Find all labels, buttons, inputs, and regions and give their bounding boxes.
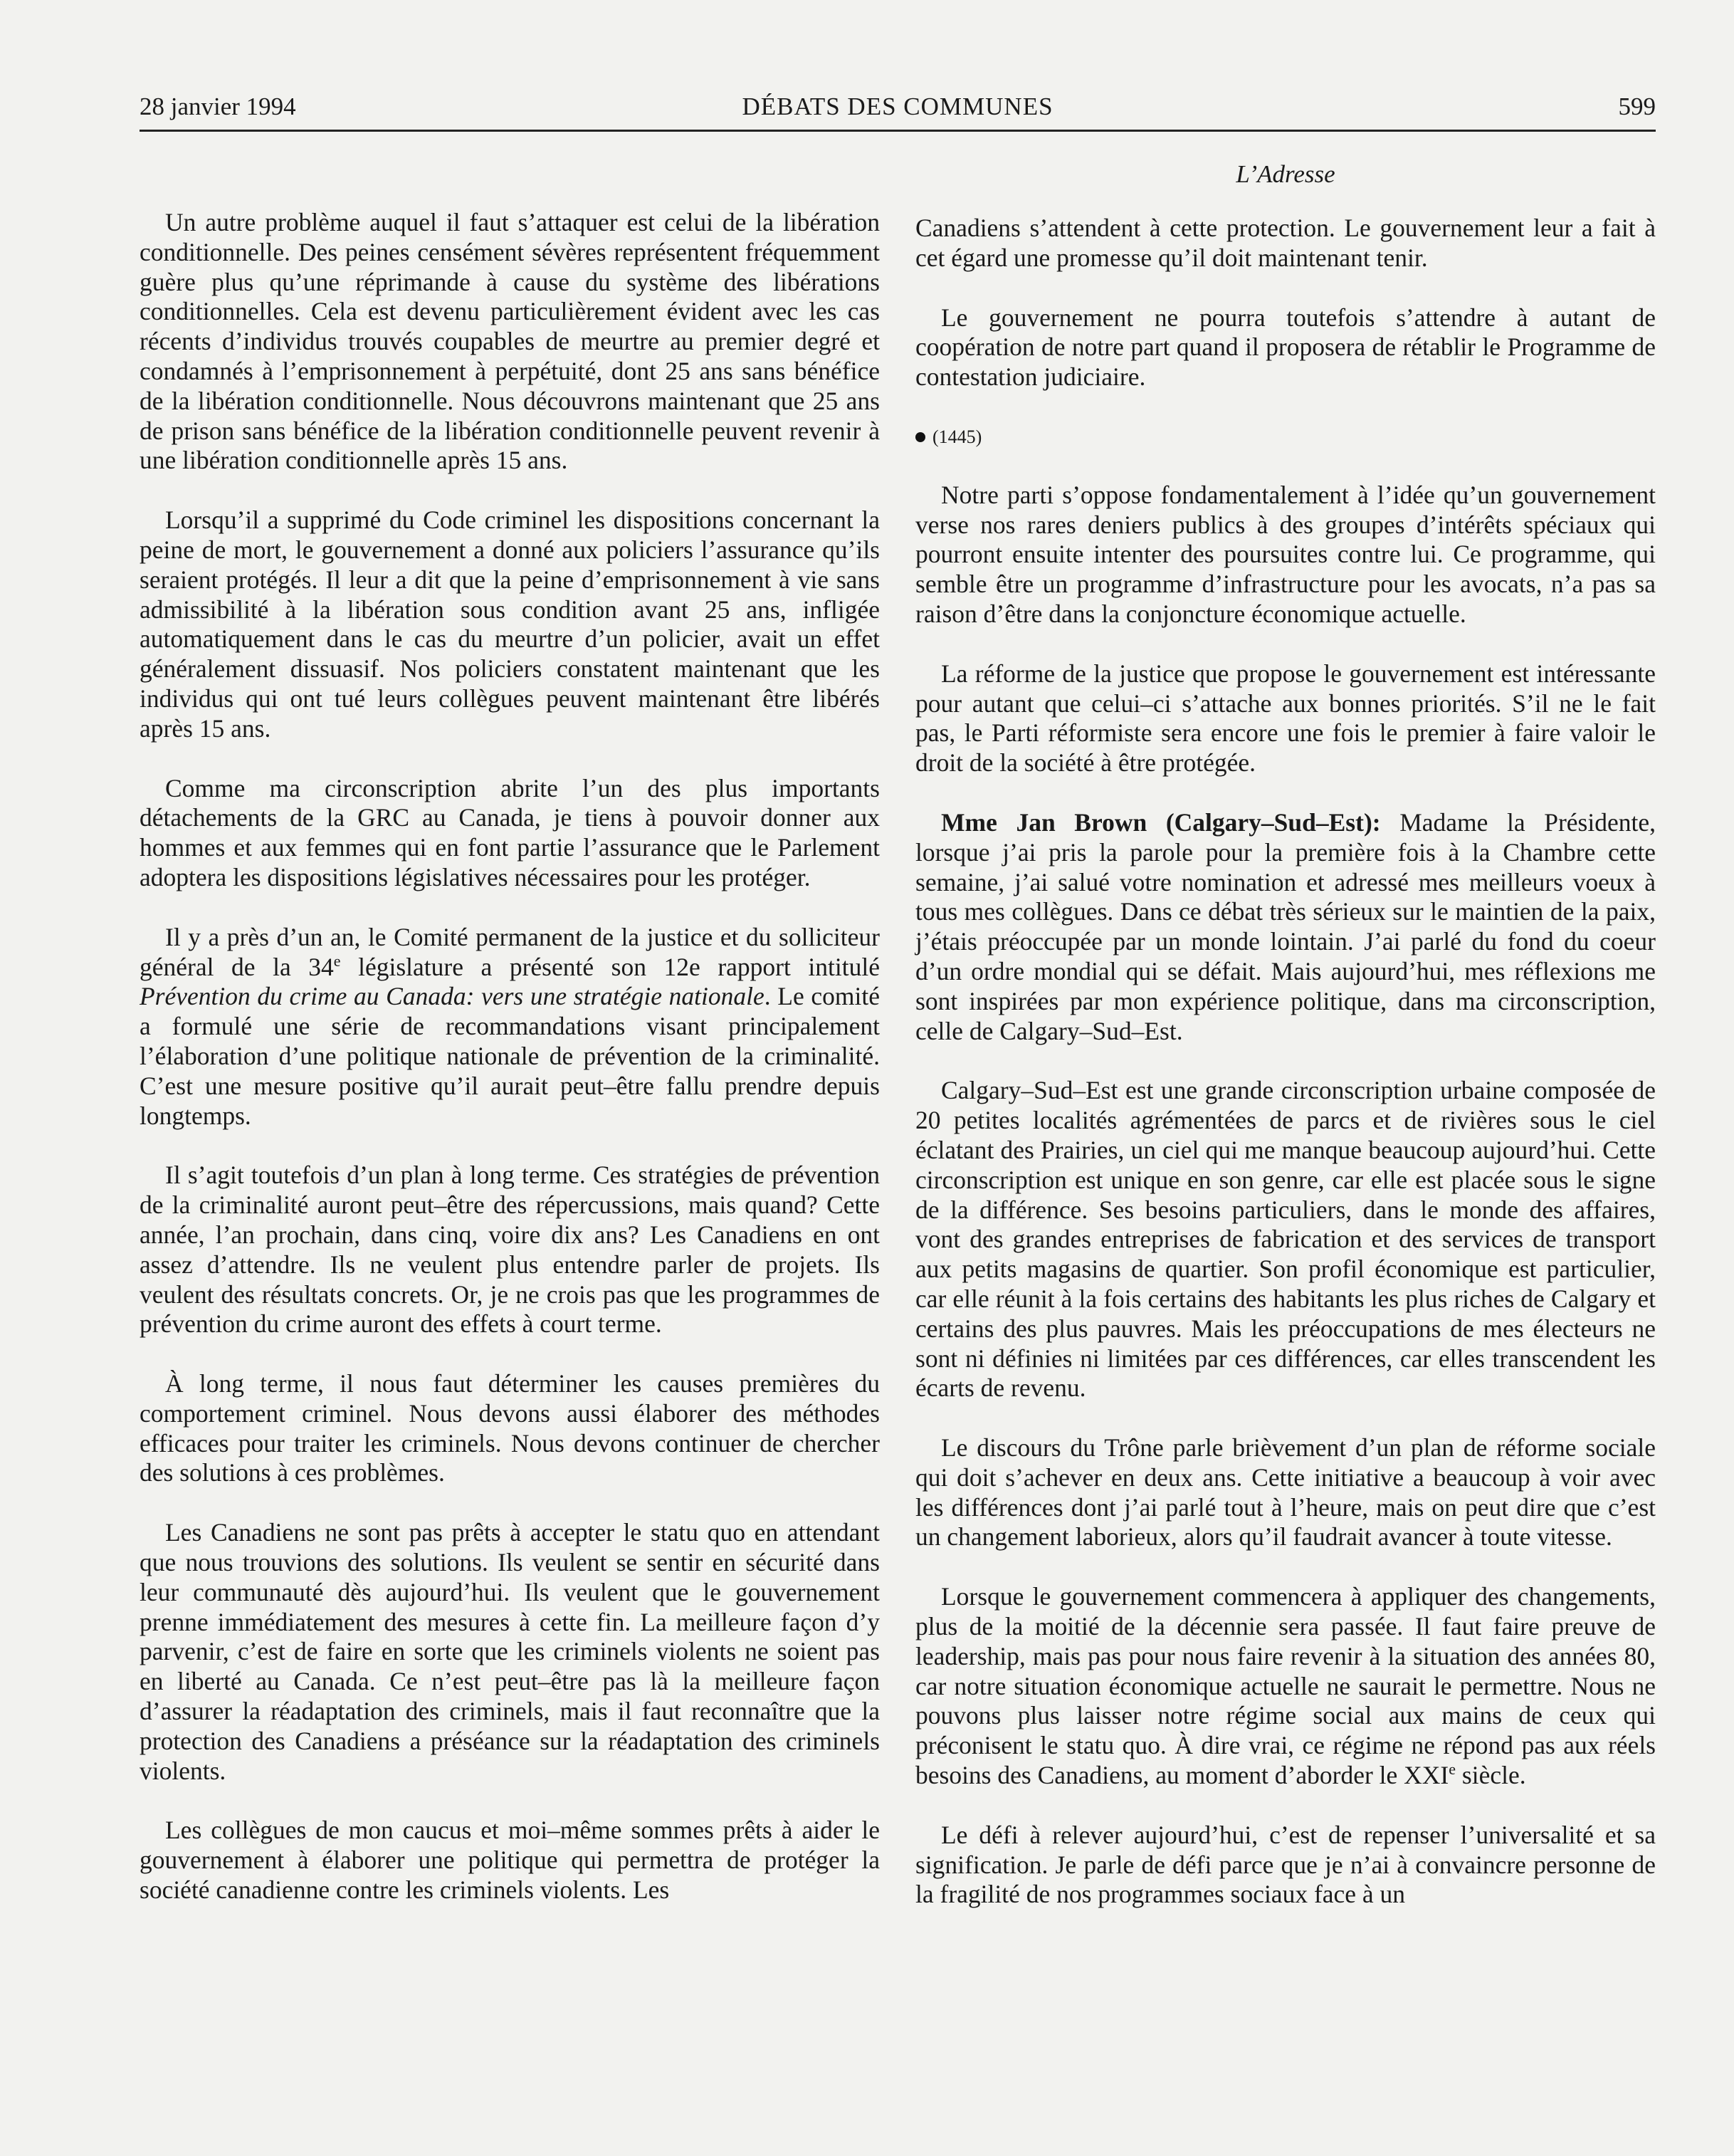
section-title: L’Adresse	[1236, 160, 1335, 188]
paragraph-committee-report	[140, 923, 880, 1131]
right-column	[915, 214, 1656, 1940]
header-journal-title: DÉBATS DES COMMUNES	[742, 93, 1053, 120]
paragraph: Les Canadiens ne sont pas prêts à accepter le statu quo en attendant que nous trouvions des solutions. Ils veulent se sentir en sécurité dans leur communauté dès aujourd’hui. Ils veulent que le gouvernement prenne immédiatement des mesures à cette fin. La meilleure façon d’y parvenir, c’est de faire en sorte que les criminels violents ne soient pas en liberté au Canada. Ce n’est peut–être pas là la meilleure façon d’assurer la réadaptation des criminels, mais il faut reconnaître que la protection des Canadiens a préséance sur la réadaptation des criminels violents.	[140, 1518, 880, 1785]
header-date: 28 janvier 1994	[140, 93, 296, 120]
text-run: législature a présenté son 12e rapport intitulé	[340, 952, 880, 981]
running-header	[140, 87, 1656, 132]
paragraph: Le discours du Trône parle brièvement d’un plan de réforme sociale qui doit s’achever en deux ans. Cette initiative a beaucoup à voir avec les différences dont j’ai parlé tout à l’heure, mais on peut dire que c’est un changement laborieux, alors qu’il faudrait avancer à toute vitesse.	[915, 1433, 1656, 1551]
paragraph: Les collègues de mon caucus et moi–même sommes prêts à aider le gouvernement à élaborer une politique qui permettra de protéger la société canadienne contre les criminels violents. Les	[140, 1816, 880, 1905]
time-marker	[915, 422, 1656, 452]
text-run: . Le comité a formulé une série de recommandations visant principalement l’élaboration d’une politique nationale de prévention de la criminalité. C’est une mesure positive qu’il aurait peut–être fallu prendre depuis longtemps.	[140, 982, 880, 1130]
paragraph: Il s’agit toutefois d’un plan à long terme. Ces stratégies de prévention de la criminalité auront peut–être des répercussions, mais quand? Cette année, l’an prochain, dans cinq, voire dix ans? Les Canadiens en ont assez d’attendre. Ils ne veulent plus entendre parler de projets. Ils veulent des résultats concrets. Or, je ne crois pas que les programmes de prévention du crime auront des effets à court terme.	[140, 1161, 880, 1339]
time-marker-label: (1445)	[932, 426, 982, 447]
paragraph: Comme ma circonscription abrite l’un des plus importants détachements de la GRC au Canada, je tiens à pouvoir donner aux hommes et aux femmes qui en font partie l’assurance que le Parlement adoptera les dispositions législatives nécessaires pour les protéger.	[140, 773, 880, 891]
left-column	[140, 208, 880, 1935]
superscript: e	[1449, 1760, 1456, 1779]
paragraph: Calgary–Sud–Est est une grande circonscription urbaine composée de 20 petites localités agrémentées de parcs et de rivières sous le ciel éclatant des Prairies, un ciel qui me manque beaucoup aujourd’hui. Cette circonscription est unique en son genre, car elle est placée sous le signe de la différence. Ses besoins particuliers, dans le monde des affaires, vont des grandes entreprises de fabrication et des services de transport aux petits magasins de quartier. Son profil économique est particulier, car elle réunit à la fois certains des habitants les plus riches de Calgary et certains des plus pauvres. Mais les préoccupations de mes électeurs ne sont ni définies ni limitées par ces différences, car elles transcendent les écarts de revenu.	[915, 1076, 1656, 1403]
paragraph: La réforme de la justice que propose le gouvernement est intéressante pour autant que celui–ci s’attache aux bonnes priorités. S’il ne le fait pas, le Parti réformiste sera encore une fois le premier à faire valoir le droit de la société à être protégée.	[915, 659, 1656, 778]
bullet-icon	[915, 432, 925, 442]
superscript: e	[333, 951, 341, 970]
page-number: 599	[1618, 93, 1656, 120]
paragraph: Le défi à relever aujourd’hui, c’est de repenser l’universalité et sa signification. Je parle de défi parce que je n’ai à convaincre personne de la fragilité de nos programmes sociaux face à un	[915, 1820, 1656, 1909]
text-run: Il y a près d’un an, le Comité permanent de la justice et du solliciteur général de la 34	[140, 922, 880, 981]
paragraph: Un autre problème auquel il faut s’attaquer est celui de la libération conditionnelle. Des peines censément sévères représentent fréquemment guère plus qu’une réprimande à cause du système des libérations conditionnelles. Cela est devenu particulièrement évident avec les cas récents d’individus trouvés coupables de meurtre au premier degré et condamnés à l’emprisonnement à perpétuité, dont 25 ans sans bénéfice de la libération conditionnelle. Nous découvrons maintenant que 25 ans de prison sans bénéfice de la libération conditionnelle peuvent revenir à une libération conditionnelle après 15 ans.	[140, 208, 880, 475]
text-run: Madame la Présidente, lorsque j’ai pris la parole pour la première fois à la Chambre cette semaine, j’ai salué votre nomination et adressé mes meilleurs voeux à tous mes collègues. Dans ce débat très sérieux sur le maintien de la paix, j’étais préoccupée par un monde lointain. J’ai parlé du fond du coeur d’un ordre mondial qui se défait. Mais aujourd’hui, mes réflexions me sont inspirées par mon expérience politique, dans ma circonscription, celle de Calgary–Sud–Est.	[915, 807, 1656, 1045]
paragraph: Le gouvernement ne pourra toutefois s’attendre à autant de coopération de notre part quand il proposera de rétablir le Programme de contestation judiciaire.	[915, 303, 1656, 392]
text-run: Lorsque le gouvernement commencera à appliquer des changements, plus de la moitié de la décennie sera passée. Il faut faire preuve de leadership, mais pas pour nous faire revenir à la situation des années 80, car notre situation économique actuelle ne saurait le permettre. Nous ne pouvons plus laisser notre régime social aux mains de ceux qui préconisent le statu quo. À dire vrai, ce régime ne répond pas aux réels besoins des Canadiens, au moment d’aborder le XXI	[915, 1582, 1656, 1790]
paragraph-continued: Canadiens s’attendent à cette protection. Le gouvernement leur a fait à cet égard une promesse qu’il doit maintenant tenir.	[915, 214, 1656, 272]
text-run: siècle.	[1456, 1761, 1526, 1790]
paragraph	[915, 1582, 1656, 1791]
paragraph: Lorsqu’il a supprimé du Code criminel les dispositions concernant la peine de mort, le gouvernement a donné aux policiers l’assurance qu’ils seraient protégés. Il leur a dit que la peine d’emprisonnement à vie sans admissibilité à la libération sous condition avant 25 ans, infligée automatiquement dans le cas du meurtre d’un policier, avait un effet généralement dissuasif. Nos policiers constatent maintenant que les individus qui ont tué leurs collègues peuvent maintenant être libérés après 15 ans.	[140, 506, 880, 743]
speaker-name: Mme Jan Brown (Calgary–Sud–Est):	[941, 807, 1381, 837]
paragraph: Notre parti s’oppose fondamentalement à l’idée qu’un gouvernement verse nos rares deniers publics à des groupes d’intérêts spéciaux qui pourront ensuite intenter des poursuites contre lui. Ce programme, qui semble être un programme d’infrastructure pour les avocats, n’a pas sa raison d’être dans la conjoncture économique actuelle.	[915, 480, 1656, 628]
paragraph-speech	[915, 808, 1656, 1046]
report-title: Prévention du crime au Canada: vers une stratégie nationale	[140, 982, 764, 1011]
paragraph: À long terme, il nous faut déterminer les causes premières du comportement criminel. Nous devons aussi élaborer des méthodes efficaces pour traiter les criminels. Nous devons continuer de chercher des solutions à ces problèmes.	[140, 1369, 880, 1487]
